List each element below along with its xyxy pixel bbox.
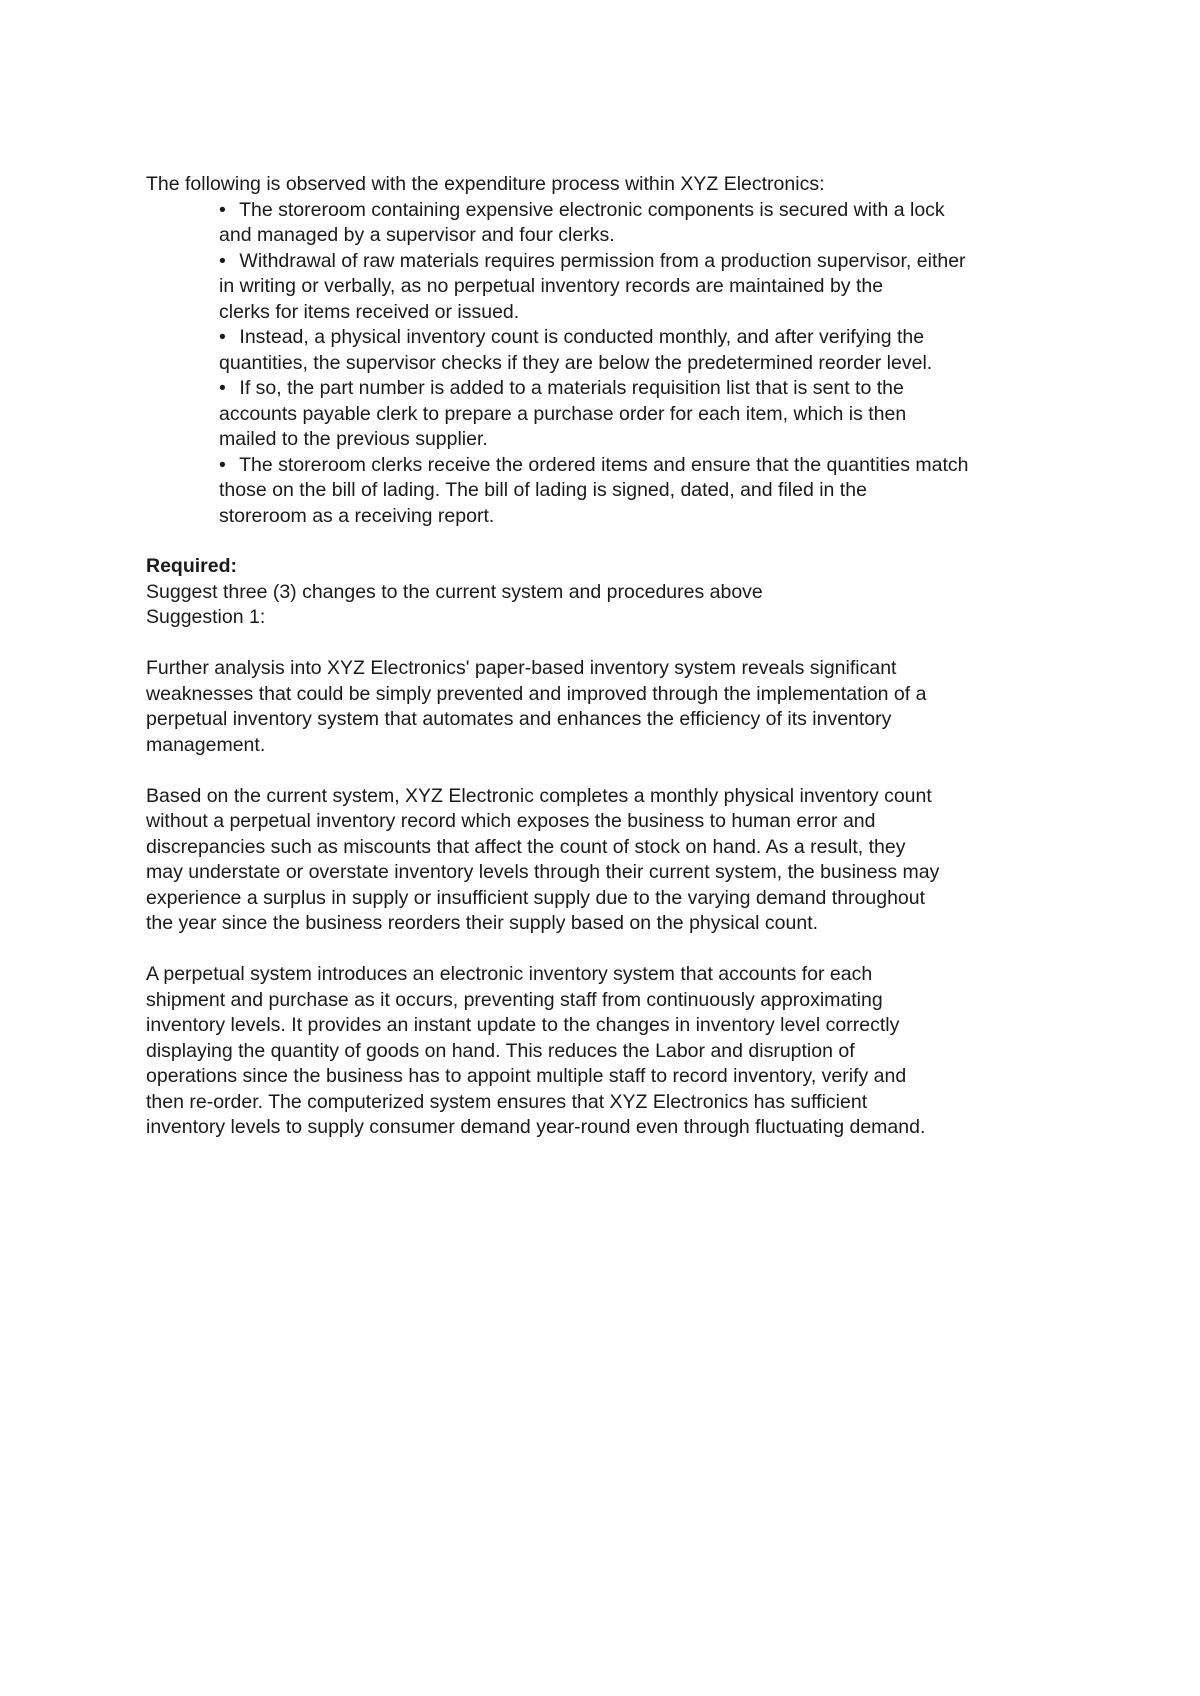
list-item-line: and managed by a supervisor and four clerks.	[219, 224, 615, 246]
list-item-line: accounts payable clerk to prepare a purchase order for each item, which is then	[219, 402, 907, 425]
paragraph-line: operations since the business has to appoint multiple staff to record inventory, verify and	[146, 1065, 907, 1087]
paragraph-line: without a perpetual inventory record which exposes the business to human error and	[146, 810, 876, 832]
bullet-icon: •	[219, 198, 226, 221]
list-item-line: clerks for items received or issued.	[219, 300, 520, 323]
bullet-icon: •	[219, 249, 226, 272]
paragraph-line: A perpetual system introduces an electronic inventory system that accounts for each	[146, 963, 873, 985]
required-heading: Required:	[146, 555, 238, 577]
paragraph	[146, 784, 1076, 937]
list-item-line: If so, the part number is added to a materials requisition list that is sent to the	[239, 377, 904, 399]
paragraph-line: then re-order. The computerized system ensures that XYZ Electronics has sufficient	[146, 1090, 868, 1113]
paragraph	[146, 656, 1076, 758]
list-item-line: quantities, the supervisor checks if they are below the predetermined reorder level.	[219, 351, 933, 374]
list-item	[146, 453, 1076, 530]
required-text: Suggest three (3) changes to the current system and procedures above	[146, 580, 763, 603]
suggestion-label: Suggestion 1:	[146, 606, 266, 628]
list-item-line: those on the bill of lading. The bill of lading is signed, dated, and filed in the	[219, 479, 867, 501]
paragraph-line: inventory levels to supply consumer demand year-round even through fluctuating demand.	[146, 1116, 926, 1138]
paragraph-line: shipment and purchase as it occurs, preventing staff from continuously approximating	[146, 988, 883, 1011]
list-item-line: mailed to the previous supplier.	[219, 428, 488, 450]
bullet-icon: •	[219, 453, 226, 476]
paragraph-line: the year since the business reorders their supply based on the physical count.	[146, 912, 819, 934]
list-item-line: in writing or verbally, as no perpetual inventory records are maintained by the	[219, 275, 884, 297]
paragraph-line: management.	[146, 733, 266, 756]
list-item-line: Instead, a physical inventory count is conducted monthly, and after verifying the	[239, 326, 925, 348]
paragraph-line: displaying the quantity of goods on hand. This reduces the Labor and disruption of	[146, 1039, 855, 1062]
observation-list	[146, 198, 1076, 530]
list-item	[146, 376, 1076, 453]
list-item	[146, 198, 1076, 249]
bullet-icon: •	[219, 377, 226, 399]
paragraph-line: Based on the current system, XYZ Electronic completes a monthly physical inventory count	[146, 784, 932, 807]
bullet-icon: •	[219, 326, 226, 348]
intro-text: The following is observed with the expenditure process within XYZ Electronics:	[146, 173, 825, 195]
list-item-line: The storeroom containing expensive electronic components is secured with a lock	[239, 198, 945, 221]
list-item-line: storeroom as a receiving report.	[219, 504, 495, 527]
paragraph	[146, 962, 1076, 1141]
paragraph-line: inventory levels. It provides an instant update to the changes in inventory level correctly	[146, 1014, 900, 1036]
paragraph-line: perpetual inventory system that automates and enhances the efficiency of its inventory	[146, 708, 892, 730]
list-item	[146, 325, 1076, 376]
list-item	[146, 249, 1076, 326]
paragraph-line: weaknesses that could be simply prevented and improved through the implementation of a	[146, 682, 927, 705]
document-body	[146, 172, 1076, 1141]
list-item-line: Withdrawal of raw materials requires permission from a production supervisor, either	[239, 249, 966, 272]
paragraph-line: discrepancies such as miscounts that affect the count of stock on hand. As a result, they	[146, 835, 906, 858]
list-item-line: The storeroom clerks receive the ordered items and ensure that the quantities match	[239, 453, 969, 476]
paragraph-line: Further analysis into XYZ Electronics' paper-based inventory system reveals significant	[146, 657, 897, 679]
paragraph-line: may understate or overstate inventory levels through their current system, the business may	[146, 861, 940, 883]
paragraph-line: experience a surplus in supply or insufficient supply due to the varying demand throughout	[146, 886, 926, 909]
